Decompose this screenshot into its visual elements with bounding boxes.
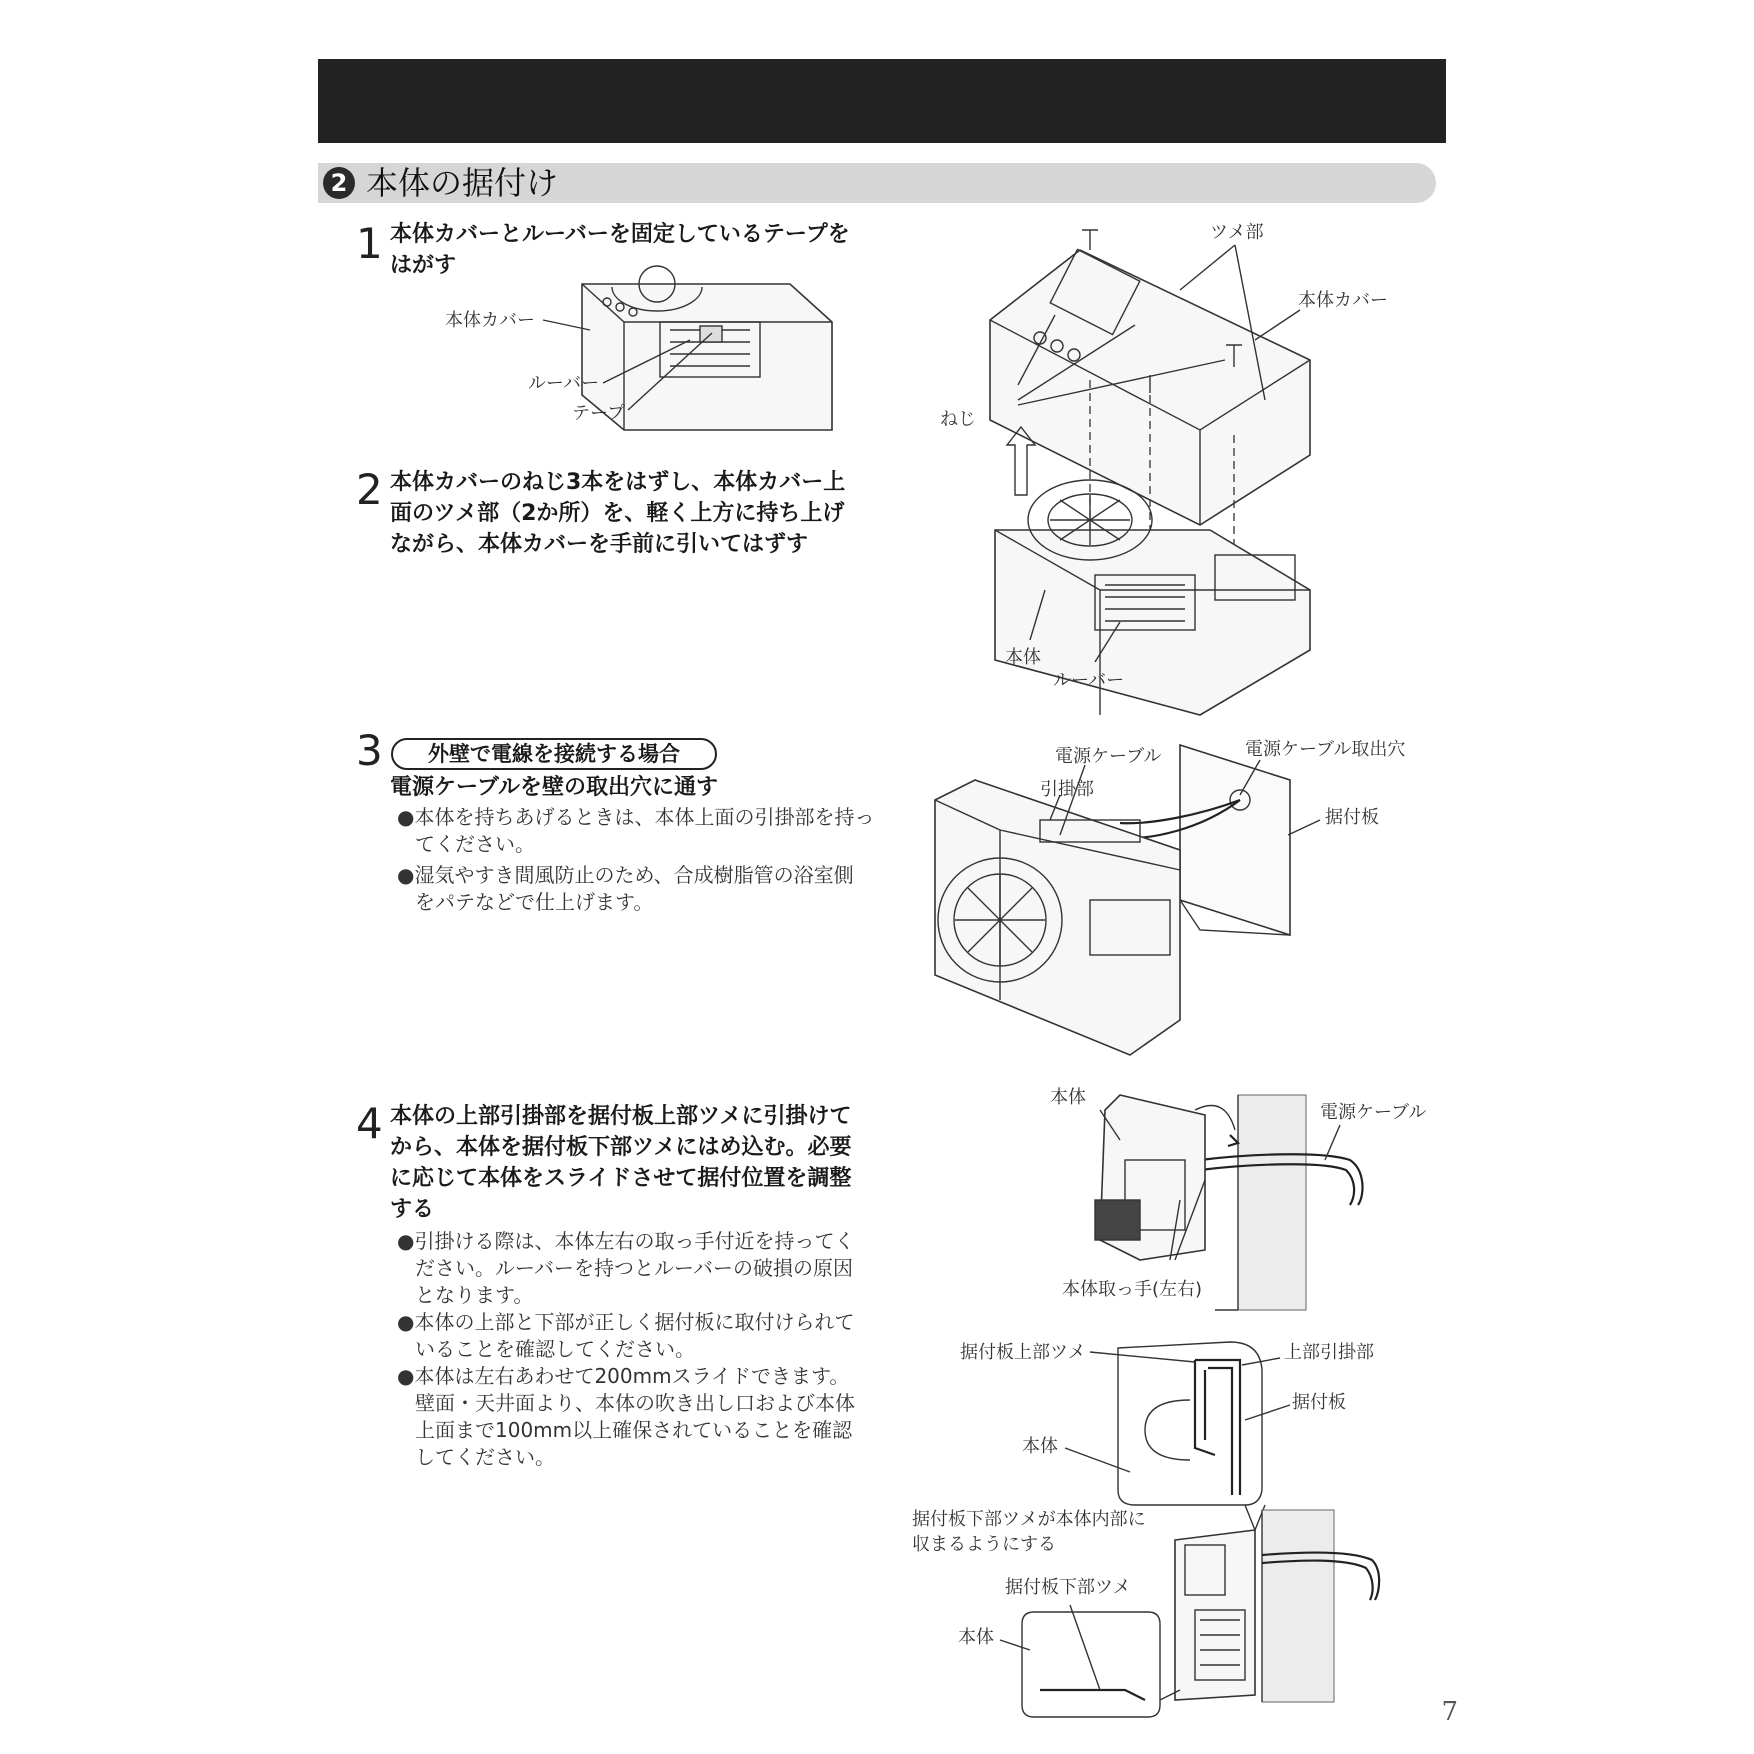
fig1-tape-label: テープ <box>572 403 626 424</box>
step-4-line-2: から、本体を据付板下部ツメにはめ込む。必要 <box>390 1135 852 1160</box>
step-4-number: 4 <box>356 1099 383 1148</box>
fig1-louver-label: ルーバー <box>528 373 600 394</box>
fig5-upper-hook-label: 上部引掛部 <box>1284 1342 1374 1363</box>
fig3-plate-label: 据付板 <box>1325 807 1379 828</box>
figure-2-cover-removal <box>940 222 1388 715</box>
step-2-line-3: ながら、本体カバーを手前に引いてはずす <box>390 532 809 557</box>
step-3-bullet-1-line-1: ●本体を持ちあげるときは、本体上面の引掛部を持っ <box>397 805 875 829</box>
step-4-bullet-2-line-1: ●本体の上部と下部が正しく据付板に取付けられて <box>397 1310 855 1334</box>
step-4-bullet-1-line-3: となります。 <box>415 1283 534 1307</box>
step-2-number: 2 <box>356 465 383 514</box>
fig3-hook-label: 引掛部 <box>1040 779 1094 800</box>
fig2-tabs-label: ツメ部 <box>1210 222 1264 243</box>
fig3-cable-label: 電源ケーブル <box>1055 746 1162 767</box>
step-4-bullet-3-line-2: 壁面・天井面より、本体の吹き出し口および本体 <box>415 1391 855 1415</box>
section-title: 本体の据付け <box>366 164 559 202</box>
step-1-number: 1 <box>356 219 383 268</box>
step-4-bullet-3-line-1: ●本体は左右あわせて200mmスライドできます。 <box>397 1364 850 1388</box>
figure-5-upper-hook-detail <box>960 1342 1374 1530</box>
step-4-line-3: に応じて本体をスライドさせて据付位置を調整 <box>390 1166 852 1191</box>
fig1-cover-label: 本体カバー <box>445 310 535 331</box>
figure-1-unit-cover <box>445 266 832 430</box>
step-4-bullet-3-line-4: してください。 <box>415 1445 555 1469</box>
fig2-cover-label: 本体カバー <box>1298 290 1388 311</box>
fig4-handle-label: 本体取っ手(左右) <box>1062 1279 1203 1300</box>
fig5-plate-label: 据付板 <box>1292 1392 1346 1413</box>
page-number: 7 <box>1441 1697 1458 1727</box>
step-4-bullet-2-line-2: いることを確認してください。 <box>415 1337 695 1361</box>
fig2-louver-label: ルーバー <box>1053 670 1125 691</box>
fig6-note-line-2: 収まるようにする <box>912 1534 1056 1555</box>
figure-6-lower-tab-detail <box>912 1509 1379 1717</box>
step-1-line-1: 本体カバーとルーバーを固定しているテープを <box>390 222 850 247</box>
fig6-note-line-1: 据付板下部ツメが本体内部に <box>912 1509 1146 1530</box>
step-4-line-4: する <box>390 1197 435 1222</box>
step-3-line-1: 電源ケーブルを壁の取出穴に通す <box>390 775 719 800</box>
step-4-bullet-3-line-3: 上面まで100mm以上確保されていることを確認 <box>415 1418 853 1442</box>
step-2-line-2: 面のツメ部（2か所）を、軽く上方に持ち上げ <box>390 501 845 526</box>
fig6-lower-tab-label: 据付板下部ツメ <box>1005 1577 1131 1598</box>
fig4-cable-label: 電源ケーブル <box>1320 1102 1427 1123</box>
step-4-bullet-1-line-1: ●引掛ける際は、本体左右の取っ手付近を持ってく <box>397 1229 855 1253</box>
fig2-screws-label: ねじ <box>940 409 976 430</box>
fig4-body-label: 本体 <box>1050 1087 1086 1108</box>
figure-4-hanging-body <box>1050 1087 1426 1310</box>
step-2-line-1: 本体カバーのねじ3本をはずし、本体カバー上 <box>390 470 846 495</box>
fig6-body-label: 本体 <box>958 1627 994 1648</box>
figure-3-cable-routing <box>935 739 1405 1055</box>
step-3-bullet-1-line-2: てください。 <box>415 832 535 856</box>
condition-text: 外壁で電線を接続する場合 <box>428 742 680 766</box>
step-3-bullet-2-line-1: ●湿気やすき間風防止のため、合成樹脂管の浴室側 <box>397 863 854 887</box>
section-number-badge: 2 <box>323 167 355 199</box>
fig2-body-label: 本体 <box>1005 647 1041 668</box>
step-4-bullet-1-line-2: ださい。ルーバーを持つとルーバーの破損の原因 <box>415 1256 853 1280</box>
step-4-line-1: 本体の上部引掛部を据付板上部ツメに引掛けて <box>390 1104 852 1129</box>
fig5-upper-tab-label: 据付板上部ツメ <box>960 1342 1086 1363</box>
step-3-number: 3 <box>356 726 383 775</box>
step-1-line-2: はがす <box>390 253 457 278</box>
fig5-body-label: 本体 <box>1022 1436 1058 1457</box>
step-3-bullet-2-line-2: をパテなどで仕上げます。 <box>415 890 654 914</box>
fig3-hole-label: 電源ケーブル取出穴 <box>1245 739 1406 760</box>
